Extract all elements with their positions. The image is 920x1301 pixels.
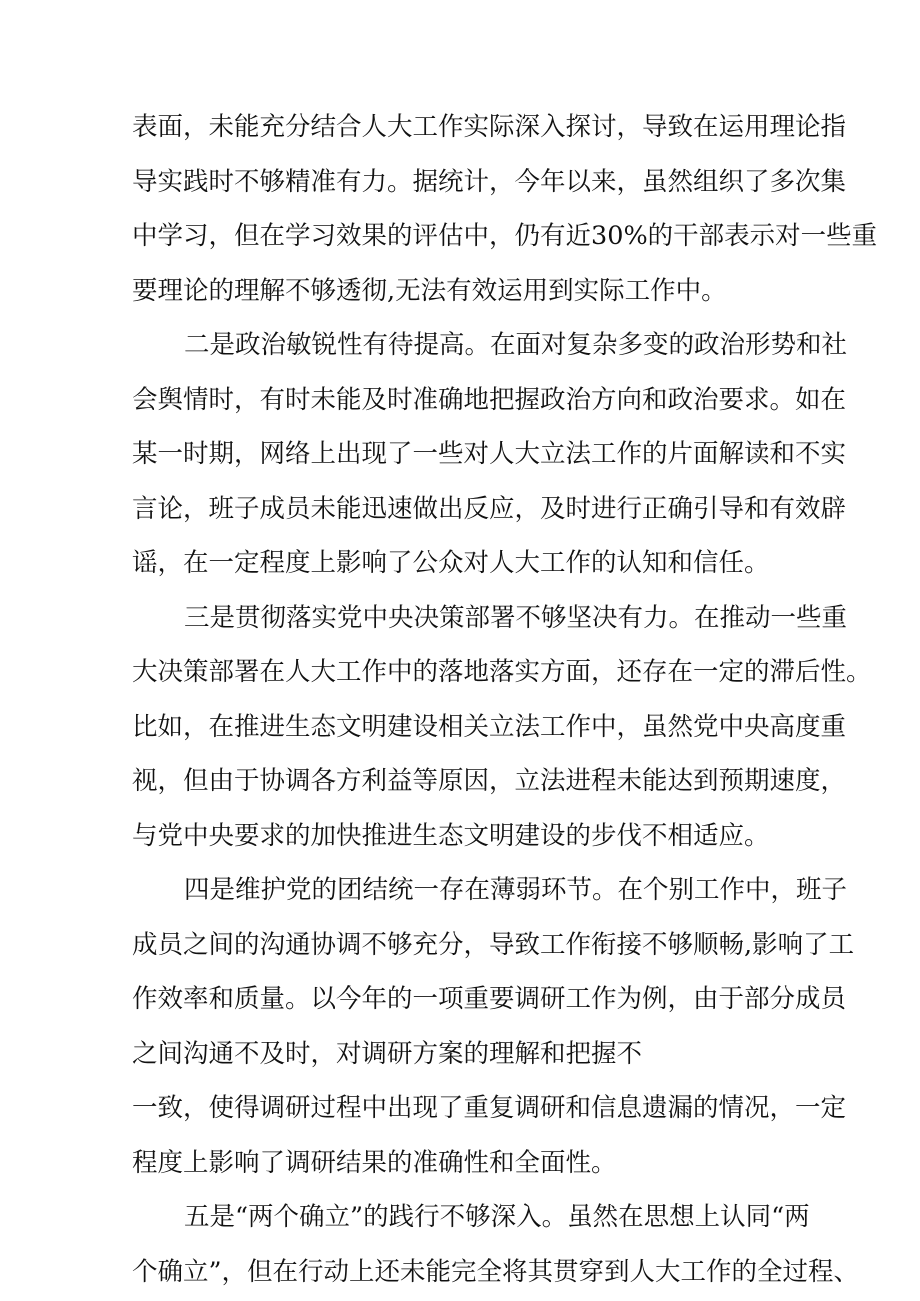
text-line: 言论，班子成员未能迅速做出反应，及时进行正确引导和有效辟	[132, 493, 847, 524]
text-line: 成员之间的沟通协调不够充分，导致工作衔接不够顺畅,影响了工	[132, 929, 855, 960]
text-line: 导实践时不够精准有力。据统计，今年以来，虽然组织了多次集	[132, 166, 847, 197]
text-line: 程度上影响了调研结果的准确性和全面性。	[132, 1147, 617, 1178]
text-line: 表面，未能充分结合人大工作实际深入探讨，导致在运用理论指	[132, 112, 847, 142]
text-line: 与党中央要求的加快推进生态文明建设的步伐不相适应。	[132, 820, 770, 851]
text-line: 作效率和质量。以今年的一项重要调研工作为例，由于部分成员	[132, 984, 847, 1014]
paragraph-start-line: 四是维护党的团结统一存在薄弱环节。在个别工作中，班子	[184, 875, 848, 905]
text-line: 某一时期，网络上出现了一些对人大立法工作的片面解读和不实	[132, 439, 847, 469]
document-body	[132, 100, 878, 1299]
paragraph-start-line: 二是政治敏锐性有待提高。在面对复杂多变的政治形势和社	[184, 330, 848, 360]
text-line: 大决策部署在人大工作中的落地落实方面，还存在一定的滞后性。	[132, 657, 872, 687]
text-line: 中学习，但在学习效果的评估中，仍有近30%的干部表示对一些重	[132, 221, 878, 251]
text-line: 会舆情时，有时未能及时准确地把握政治方向和政治要求。如在	[132, 384, 847, 415]
paragraph-start-line: 五是“两个确立”的践行不够深入。虽然在思想上认同“两	[184, 1202, 810, 1232]
text-line: 要理论的理解不够透彻,无法有效运用到实际工作中。	[132, 275, 727, 306]
text-line: 比如，在推进生态文明建设相关立法工作中，虽然党中央高度重	[132, 711, 847, 742]
text-line: 个确立”，但在行动上还未能完全将其贯穿到人大工作的全过程、	[132, 1256, 860, 1287]
text-line: 一致，使得调研过程中出现了重复调研和信息遗漏的情况，一定	[132, 1093, 847, 1123]
paragraph-start-line: 三是贯彻落实党中央决策部署不够坚决有力。在推动一些重	[184, 602, 848, 633]
text-line: 谣，在一定程度上影响了公众对人大工作的认知和信任。	[132, 548, 770, 578]
text-line: 之间沟通不及时，对调研方案的理解和把握不	[132, 1038, 643, 1069]
text-line: 视，但由于协调各方利益等原因，立法进程未能达到预期速度，	[132, 766, 847, 796]
